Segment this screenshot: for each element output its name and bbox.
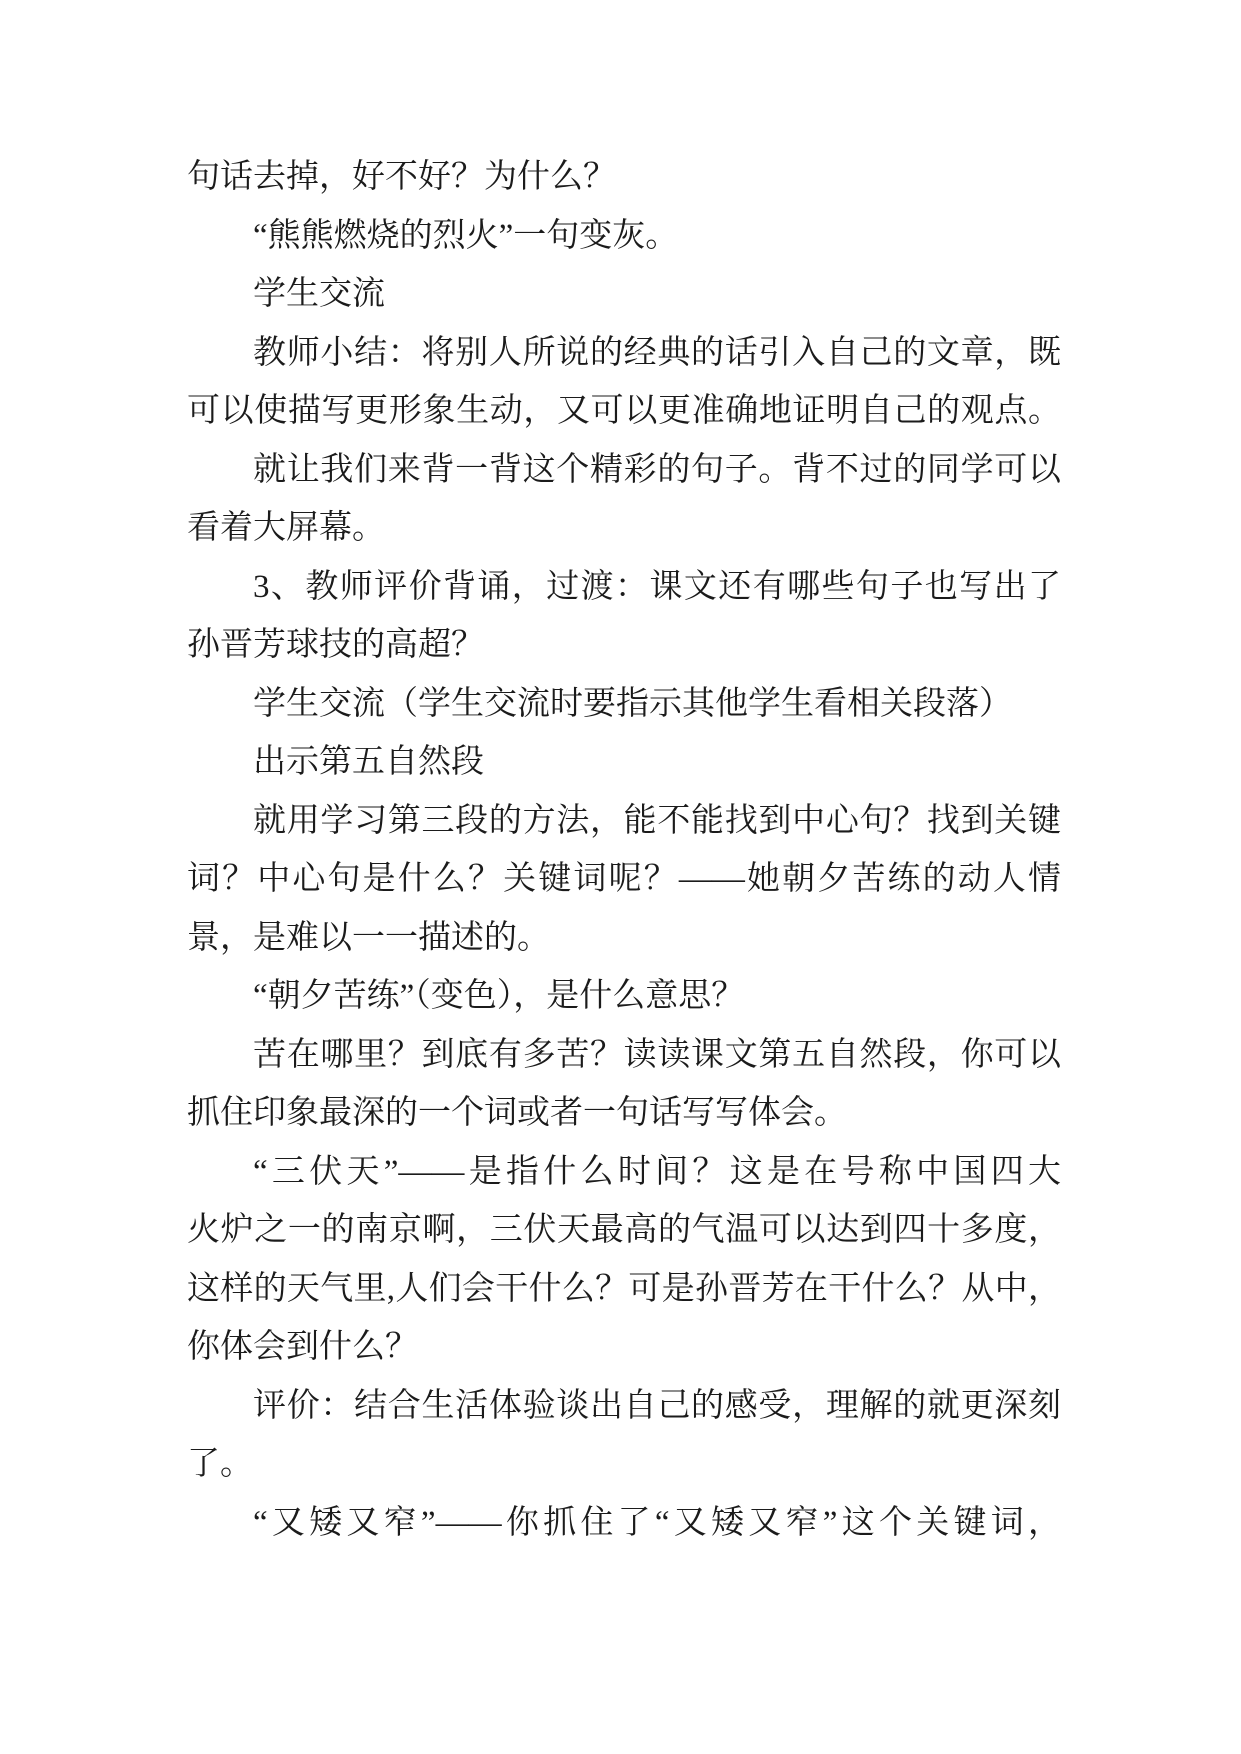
text-line: 词？中心句是什么？关键词呢？——她朝夕苦练的动人情 <box>187 861 1061 897</box>
text-line: 景，是难以一一描述的。 <box>187 919 550 956</box>
text-line: 火炉之一的南京啊，三伏天最高的气温可以达到四十多度， <box>187 1212 1061 1248</box>
text-line: “熊熊燃烧的烈火”一句变灰。 <box>253 217 679 254</box>
text-line: 看着大屏幕。 <box>187 510 385 546</box>
text-line: 学生交流（学生交流时要指示其他学生看相关段落） <box>253 685 1012 722</box>
text-line: 3、教师评价背诵，过渡：课文还有哪些句子也写出了 <box>253 568 1061 605</box>
text-line: 就让我们来背一背这个精彩的句子。背不过的同学可以 <box>253 451 1061 488</box>
text-line: 学生交流 <box>253 276 385 312</box>
text-line: 你体会到什么？ <box>187 1329 418 1365</box>
text-line: 抓住印象最深的一个词或者一句话写写体会。 <box>187 1095 847 1131</box>
text-line: 孙晋芳球技的高超？ <box>187 627 484 663</box>
text-line: “又矮又窄”——你抓住了“又矮又窄”这个关键词， <box>253 1504 1061 1541</box>
text-line: 这样的天气里,人们会干什么？可是孙晋芳在干什么？从中， <box>187 1270 1061 1307</box>
text-line: 苦在哪里？到底有多苦？读读课文第五自然段，你可以 <box>253 1036 1061 1073</box>
text-line: 就用学习第三段的方法，能不能找到中心句？找到关键 <box>253 802 1061 839</box>
text-line: 句话去掉，好不好？为什么？ <box>187 159 616 195</box>
text-line: 了。 <box>187 1446 253 1482</box>
text-line: “三伏天”——是指什么时间？这是在号称中国四大 <box>253 1153 1061 1190</box>
text-line: 教师小结：将别人所说的经典的话引入自己的文章，既 <box>253 334 1061 371</box>
text-line: 评价：结合生活体验谈出自己的感受，理解的就更深刻 <box>253 1387 1061 1424</box>
text-line: “朝夕苦练”（变色），是什么意思？ <box>253 978 745 1014</box>
document-page <box>187 148 1061 1552</box>
text-line: 可以使描写更形象生动，又可以更准确地证明自己的观点。 <box>187 393 1061 429</box>
text-line: 出示第五自然段 <box>253 744 484 780</box>
